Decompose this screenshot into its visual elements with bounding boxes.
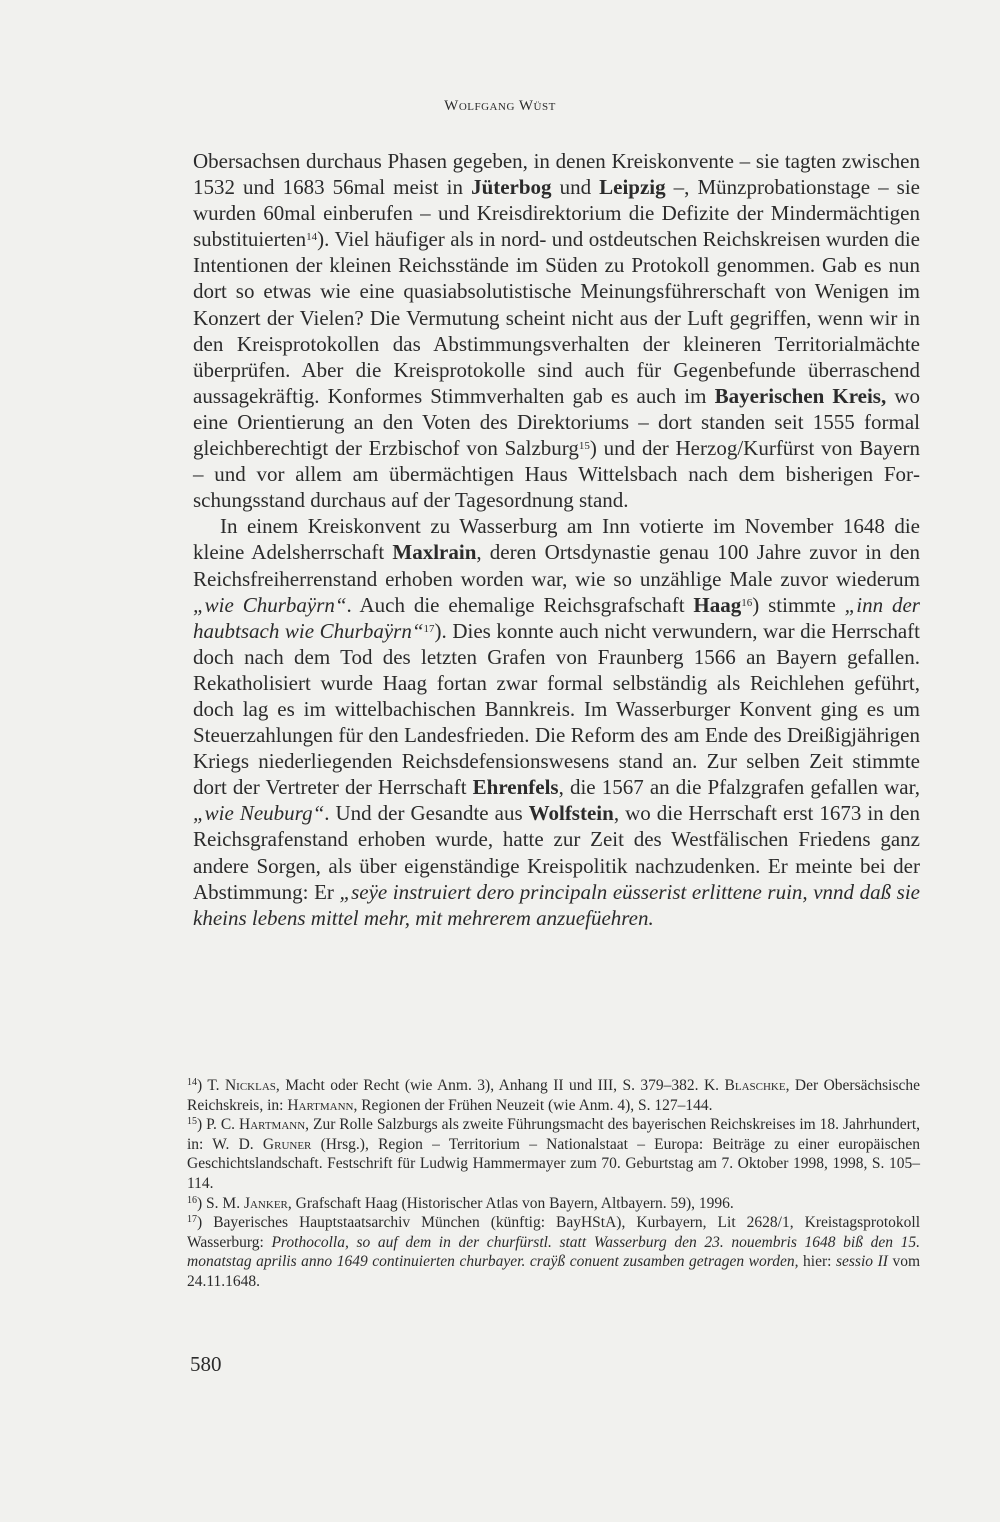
footnote-17: $^{17}$) Bayerisches Hauptstaatsarchiv München (künftig: BayHStA), Kurbayern, Lit 2628/1, Kreistagsprotokoll Wasserburg: Prothocolla, so auf dem in der churfürstl. statt Wasserburg den 23. nouembris 1648 biß den 15. monatstag aprilis anno 1649 continuierten churbayer. craÿß conuent zusamben getragen worden, hier: sessio II vom 24.11.1648. bbox=[187, 1214, 921, 1290]
footnotes bbox=[187, 1076, 920, 1292]
footnote-ref: 15 bbox=[578, 440, 590, 453]
running-head: Wolfgang Wüst bbox=[444, 98, 556, 114]
paragraph-1: Obersachsen durchaus Phasen gegeben, in denen Kreiskonvente – sie tagten zwischen 1532 und 1683 56mal meist in Jüterbog und Leipzig –, Münzprobationstage – sie wurden 60mal einberufen – und Kreisdirektorium die Defizite der Mindermächtigen substituierten$^{14}$). Viel häufiger als in nord- und ostdeutschen Reichskreisen wurden die Intentionen der kleinen Reichsstände im Süden zu Protokoll genommen. Gab es nun dort so etwas wie eine quasiabsolutistische Meinungsführerschaft von Wenigen im Konzert der Vielen? Die Vermutung scheint nicht aus der Luft gegriffen, wenn wir in den Kreisprotokollen das Abstimmungsverhalten der kleineren Territorialmächte überprüfen. Aber die Kreisprotokolle sind auch für Gegenbefunde überraschend aussagekräftig. Konformes Stimmverhalten gab es auch im Bayerischen Kreis, wo eine Orientierung an den Voten des Direktoriums – dort standen seit 1555 formal gleichberechtigt der Erzbischof von Salzburg$^{15}$) und der Herzog/Kurfürst von Bayern – und vor allem am übermächtigen Haus Wittelsbach nach dem bisherigen Forschungsstand durchaus auf der Tagesordnung stand. bbox=[193, 149, 920, 513]
main-text bbox=[193, 148, 920, 931]
paragraph-2: In einem Kreiskonvent zu Wasserburg am Inn votierte im November 1648 die kleine Adelsherrschaft Maxlrain, deren Ortsdynastie genau 100 Jahre zuvor in den Reichsfreiherrenstand erhoben worden war, wie so unzählige Male zuvor wiederum „wie Churbaÿrn“. Auch die ehemalige Reichsgrafschaft Haag$^{16}$) stimmte „inn der haubtsach wie Churbaÿrn“$^{17}$). Dies konnte auch nicht verwundern, war die Herrschaft doch nach dem Tod des letzten Grafen von Fraunberg 1566 an Bayern gefallen. Rekatholisiert wurde Haag fortan zwar formal selbständig als Reichlehen geführt, doch lag es im wittelbachischen Bannkreis. Im Wasserburger Konvent ging es um Steuerzahlungen für den Landesfrieden. Die Reform des am Ende des Dreißigjährigen Kriegs niederliegenden Reichsdefensionswesens stand an. Zur selben Zeit stimmte dort der Vertreter der Herrschaft Ehrenfels, die 1567 an die Pfalzgrafen gefallen war, „wie Neuburg“. Und der Gesandte aus Wolfstein, wo die Herrschaft erst 1673 in den Reichsgrafenstand erhoben wurde, hatte zur Zeit des Westfälischen Friedens ganz andere Sorgen, als über eigenständige Kreispolitik nachzudenken. Er meinte bei der Abstimmung: Er „seÿe instruiert dero principaln eüsserist erlittene ruin, vnnd daß sie kheins lebens mittel mehr, mit mehrerem anzuefüehren. bbox=[193, 514, 921, 930]
place-name: Haag bbox=[693, 592, 742, 617]
footnote-14: $^{14}$) T. Nicklas, Macht oder Recht (wie Anm. 3), Anhang II und III, S. 379–382. K. Blaschke, Der Obersächsische Reichskreis, in: Hartmann, Regionen der Frühen Neuzeit (wie Anm. 4), S. 127–144. bbox=[187, 1077, 921, 1114]
place-name: Ehrenfels bbox=[472, 775, 559, 800]
quotation: „seÿe instruiert dero principaln eüsserist erlittene ruin, vnnd daß sie kheins lebens mittel mehr, mit mehrerem anzuefüehren. bbox=[193, 879, 920, 930]
place-name: Maxlrain bbox=[392, 540, 477, 565]
footnote-ref: 17 bbox=[423, 622, 435, 635]
footnote-ref: 16 bbox=[741, 596, 753, 609]
place-name: Jüterbog bbox=[471, 175, 552, 200]
quotation: „inn der haubtsach wie Churbaÿrn“ bbox=[193, 592, 920, 643]
quotation: „wie Neuburg“ bbox=[193, 801, 325, 826]
footnote-ref: 14 bbox=[306, 231, 318, 244]
footnote-15: $^{15}$) P. C. Hartmann, Zur Rolle Salzburgs als zweite Führungsmacht des bayerischen Reichskreises im 18. Jahrhundert, in: W. D. Gruner (Hrsg.), Region – Territorium – Nationalstaat – Europa: Beiträge zu einer europäischen Geschichtslandschaft. Festschrift für Ludwig Hammermayer zum 70. Geburtstag am 7. Oktober 1998, 1998, S. 105–114. bbox=[187, 1116, 921, 1192]
page-number: 580 bbox=[190, 1352, 222, 1376]
place-name: Bayerischen Kreis, bbox=[714, 383, 887, 408]
place-name: Leipzig bbox=[599, 175, 666, 200]
footnote-16: $^{16}$) S. M. Janker, Grafschaft Haag (Historischer Atlas von Bayern, Altbayern. 59), 1996. bbox=[187, 1194, 734, 1212]
quotation: „wie Churbaÿrn“ bbox=[193, 592, 347, 617]
place-name: Wolfstein bbox=[528, 801, 614, 826]
